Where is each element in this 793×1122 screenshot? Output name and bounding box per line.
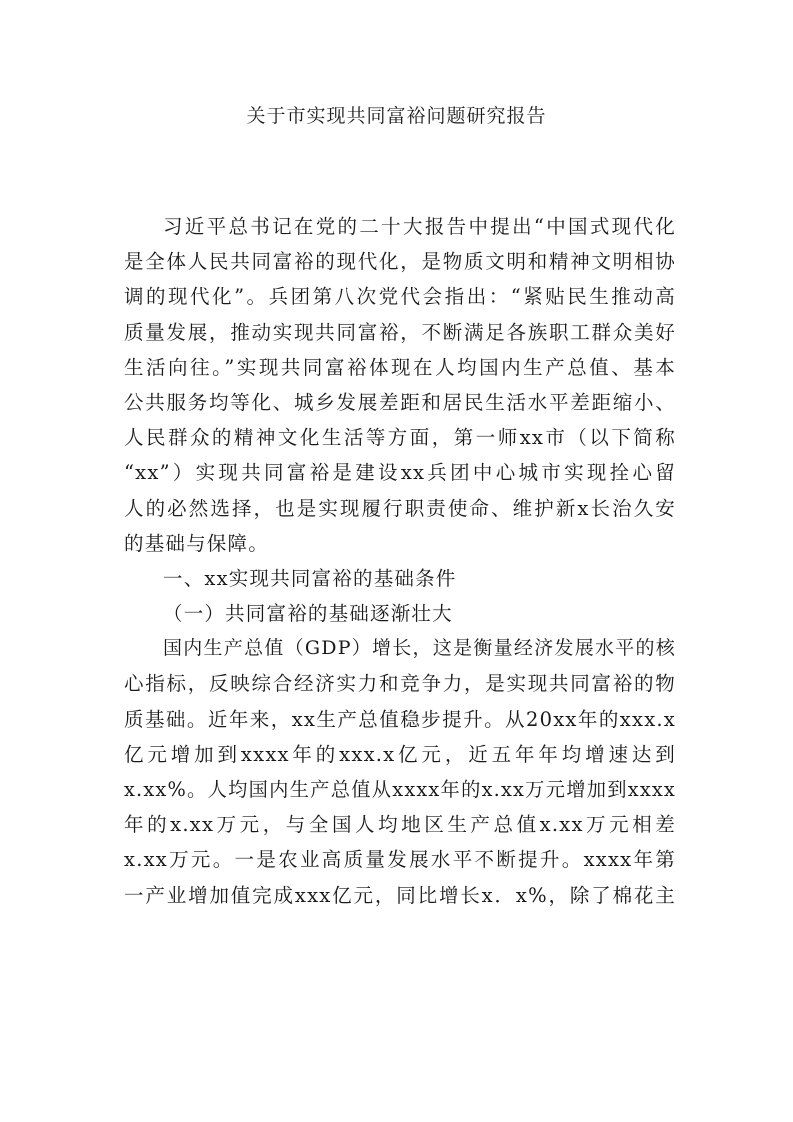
body-line: 心指标，反映综合经济实力和竞争力，是实现共同富裕的物 <box>124 672 676 696</box>
body-line: 质基础。近年来，xx生产总值稳步提升。从20xx年的xxx.x <box>124 707 676 731</box>
body-line: 亿元增加到xxxx年的xxx.x亿元，近五年年均增速达到 <box>124 742 676 766</box>
body-line: 的基础与保障。 <box>124 531 269 555</box>
body-line: 人的必然选择，也是实现履行职责使命、维护新x长治久安 <box>124 496 676 520</box>
body-line: 一产业增加值完成xxx亿元，同比增长x．x%，除了棉花主 <box>124 883 676 907</box>
body-line: 国内生产总值（GDP）增长，这是衡量经济发展水平的核 <box>163 637 676 660</box>
body-line: x.xx%。人均国内生产总值从xxxx年的x.xx万元增加到xxxx <box>124 778 676 801</box>
body-line: 年的x.xx万元，与全国人均地区生产总值x.xx万元相差 <box>124 813 676 837</box>
document-body <box>124 209 676 913</box>
body-line: 调的现代化”。兵团第八次党代会指出：“紧贴民生推动高 <box>124 285 676 309</box>
body-line: x.xx万元。一是农业高质量发展水平不断提升。xxxx年第 <box>124 848 676 872</box>
body-line: 是全体人民共同富裕的现代化，是物质文明和精神文明相协 <box>124 250 676 274</box>
body-line: “xx”）实现共同富裕是建设xx兵团中心城市实现拴心留 <box>124 461 676 485</box>
body-line: 生活向往。”实现共同富裕体现在人均国内生产总值、基本 <box>124 355 676 379</box>
section-heading: 一、xx实现共同富裕的基础条件 <box>163 566 457 590</box>
body-line: 质量发展，推动实现共同富裕，不断满足各族职工群众美好 <box>124 320 676 344</box>
subsection-heading: （一）共同富裕的基础逐渐壮大 <box>163 602 453 626</box>
body-line: 习近平总书记在党的二十大报告中提出“中国式现代化 <box>163 215 676 238</box>
document-title: 关于市实现共同富裕问题研究报告 <box>246 105 547 127</box>
body-line: 公共服务均等化、城乡发展差距和居民生活水平差距缩小、 <box>124 390 676 414</box>
body-line: 人民群众的精神文化生活等方面，第一师xx市（以下简称 <box>124 426 676 450</box>
